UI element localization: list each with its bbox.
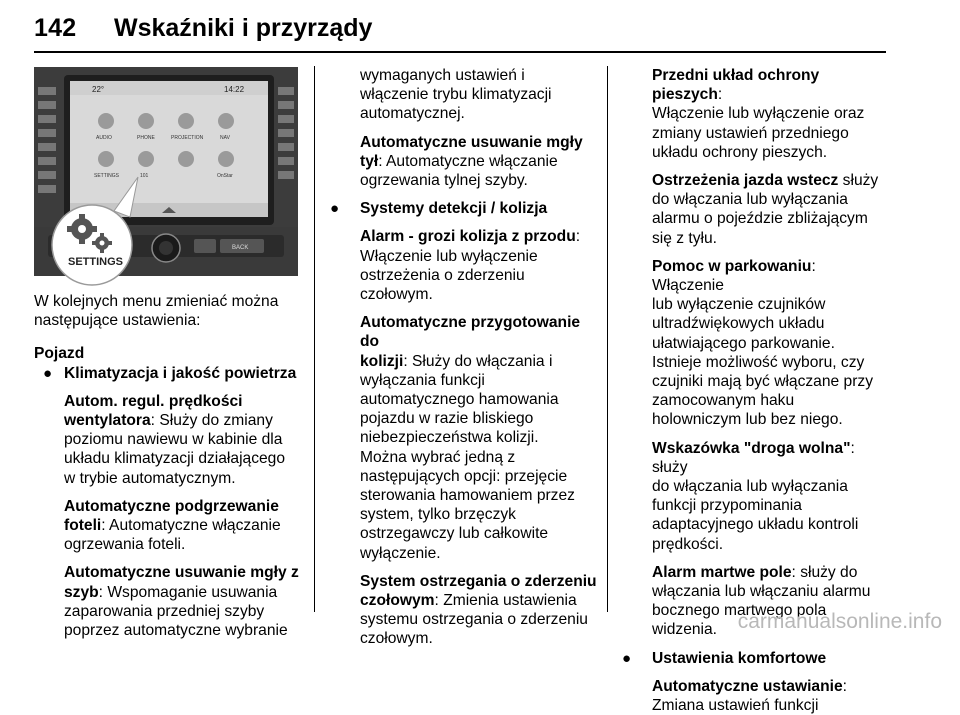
- svg-text:NAV: NAV: [220, 135, 230, 141]
- intro-text: W kolejnych menu zmieniać można następujące ustawienia:: [34, 293, 279, 330]
- screen-temperature: 22°: [92, 85, 105, 94]
- svg-text:PROJECTION: PROJECTION: [171, 135, 204, 141]
- svg-text:OnStar: OnStar: [217, 173, 233, 179]
- item-forward-collision-alert: Alarm - grozi kolizja z przodu: Włączenie lub wyłączenie ostrzeżenia o zderzeniu czołowym.: [360, 228, 581, 304]
- item-seat-heating: Automatyczne podgrzewanie foteli: Automatyczne włączanie ogrzewania foteli.: [64, 497, 281, 554]
- item-auto-memory: Automatyczne ustawianie: Zmiana ustawień funkcji: [652, 677, 847, 715]
- svg-text:AUDIO: AUDIO: [96, 135, 112, 141]
- bullet-climate: ● Klimatyzacja i jakość powietrza: [43, 364, 297, 382]
- back-button-label: BACK: [232, 245, 249, 251]
- infotainment-illustration: [34, 67, 298, 276]
- bullet-dot: ●: [43, 364, 53, 382]
- screen-time: 14:22: [224, 85, 245, 94]
- bullet-comfort: ● Ustawienia komfortowe: [622, 649, 827, 667]
- item-park-assist: Pomoc w parkowaniu: Włączenie lub wyłączenie czujników ultradźwiękowych układu ułatwiającego parkowanie. Istnieje możliwość wyboru, czy czujniki mają być włączane przy zamocowanym haku holowniczym lub bez niego.: [652, 257, 873, 429]
- column-divider-2: [607, 66, 608, 612]
- bullet-dot: ●: [622, 649, 632, 667]
- item-windshield-defog: Automatyczne usuwanie mgły z szyb: Wspomaganie usuwania zaparowania przedniej szyby poprzez automatyczne wybranie: [64, 564, 299, 640]
- bullet-dot: ●: [330, 200, 340, 218]
- item-go-notifier: Wskazówka "droga wolna": służy do włączania lub wyłączania funkcji przypominania adaptacyjnego układu kontroli prędkości.: [652, 439, 859, 553]
- svg-text:PHONE: PHONE: [137, 135, 155, 141]
- column-2: [330, 66, 600, 649]
- item-pedestrian-protection: Przedni układ ochrony pieszych: Włączenie lub wyłączenie oraz zmiany ustawień przedniego układu ochrony pieszych.: [652, 67, 865, 161]
- header-rule: [34, 51, 886, 53]
- svg-text:SETTINGS: SETTINGS: [94, 173, 120, 179]
- chapter-title: Wskaźniki i przyrządy: [114, 14, 373, 42]
- item-fan-speed: Autom. regul. prędkości wentylatora: Służy do zmiany poziomu nawiewu w kabinie dla układu klimatyzacji działającego w trybie automatycznym.: [64, 392, 286, 487]
- item-collision-prep: Automatyczne przygotowanie do kolizji: Służy do włączania i wyłączania funkcji automatycznego hamowania pojazdu w razie bliskiego niebezpieczeństwa kolizji. Można wybrać jedną z następujących opcji: przejęcie sterowania hamowaniem przez system, tylko brzęczyk ostrzegawczy lub całkowite wyłączenie.: [360, 314, 581, 562]
- page-number: 142: [34, 14, 77, 42]
- item-blind-spot: Alarm martwe pole: służy do włączania lub włączaniu alarmu bocznego martwego pola widzenia.: [652, 563, 871, 639]
- watermark: carmanualsonline.info: [737, 610, 942, 633]
- bullet-collision: ● Systemy detekcji / kolizja: [330, 200, 548, 218]
- svg-text:101: 101: [140, 173, 149, 179]
- item-front-collision-system: System ostrzegania o zderzeniu czołowym: Zmienia ustawienia systemu ostrzegania o zderzeniu czołowym.: [360, 572, 597, 648]
- infotainment-screen-drawing: [34, 67, 298, 276]
- column-divider-1: [314, 66, 315, 612]
- column-1: [34, 292, 304, 640]
- item-rear-cross-traffic: Ostrzeżenia jazda wstecz służy do włączania lub wyłączania alarmu o pojeździe zbliżającym się z tyłu.: [652, 172, 879, 247]
- continued-text: wymaganych ustawień i włączenie trybu klimatyzacji automatycznej.: [360, 67, 552, 123]
- item-rear-defog: Automatyczne usuwanie mgły tył: Automatyczne włączanie ogrzewania tylnej szyby.: [360, 133, 583, 190]
- page-header: [34, 14, 886, 54]
- settings-callout-label: SETTINGS: [68, 256, 124, 268]
- section-heading-pojazd: Pojazd: [34, 345, 85, 363]
